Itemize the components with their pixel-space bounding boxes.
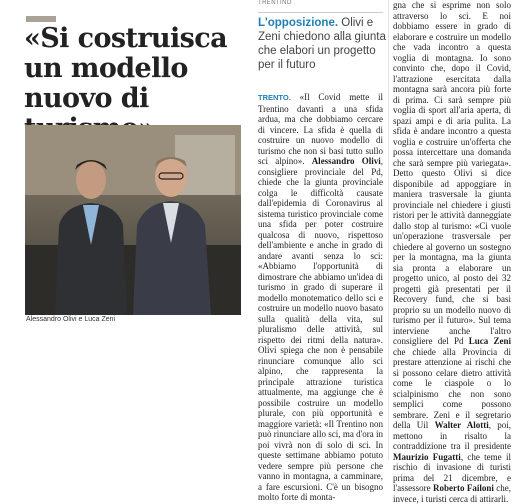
dateline: TRENTO.: [258, 93, 291, 102]
para-3: Olivi spiega che non è pensabile rinunciare comunque allo sci alpino, che rappresenta la principale attrazione turistica attualmente, ma aggiunge che è possibile costruire un modello plurale, con più opportunità e maggiore varietà: «Il Trentino non può rinunciare allo sci, ma d'ora in poi vivrà non di solo di sci. In queste settimane abbiamo potuto vedere sempre più persone che vanno in montagna, a camminare, a fare escursioni. C'è un bisogno molto forte di monta-: [258, 345, 383, 502]
name-zeni: Luca Zeni: [468, 336, 511, 346]
para-6b: che chiede alla Provincia di prestare attenzione ai rischi che si possono celare dietro attività come le ciaspole o lo scialpinismo che non sono semplici come possono sembrare. Zeni e il segretario della Uil: [393, 346, 511, 430]
column-divider: [388, 0, 389, 460]
para-4: gna che si esprime non solo attraverso lo sci. E noi dobbiamo essere in grado di elaborare e costruire un modello che vada incontro a questa voglia di montagna. Io sono convinto che, dopo il Covid, l'attrazione esercitata dalla montagna sarà ancora più forte di prima. Ci sarà sempre più voglia di sport all'aria aperta, di spazi ampi e di aria pulita. La sfida è andare incontro a questa voglia e costruire un'offerta che possa intercettare una domanda che sarà sempre più variegata».: [393, 0, 511, 168]
photo-caption: Alessandro Olivi e Luca Zeni: [26, 316, 116, 323]
kicker-text: Olivi e Zeni chiedono alla giunta che elabori un progetto per il futuro: [258, 17, 386, 71]
para-2: , consigliere provinciale del Pd, chiede che la giunta provinciale colga le difficoltà causate dall'epidemia di Coronavirus al sistema turistico provinciale come una sfida per poter costruire qualcosa di nuovo, rispettoso dell'ambiente e anche in grado di andare avanti senza lo sci: «Abbiamo l'opportunità di dimostrare che abbiamo un'idea di turismo in grado di superare il modello monotematico dello sci e costruire un modello nuovo basato sulla qualità della vita, sul pluralismo delle attività, sul rispetto dei ritmi della natura».: [258, 156, 383, 345]
kicker: [258, 16, 388, 72]
article-photo: [25, 125, 241, 315]
name-fugatti: Maurizio Fugatti: [393, 451, 461, 462]
name-olivi: Alessandro Olivi: [311, 156, 381, 166]
headline: «Si costruisca un modello nuovo di: [24, 23, 227, 114]
headline-accent-bar: [26, 16, 56, 22]
name-alotti: Walter Alotti: [434, 420, 489, 430]
photo-illustration: [25, 125, 241, 315]
para-6e: che, invece, i turisti cerca di attirarli.: [393, 483, 511, 504]
article-column-right: [393, 0, 511, 504]
article-column-middle: [258, 92, 383, 503]
para-6c: , poi, mettono in risalto la contraddizione tra il presidente: [393, 420, 511, 451]
para-6d: , che teme il rischio di invasione di turisti prima del 21 dicembre, e l'assessore: [393, 451, 511, 493]
kicker-label: L'opposizione.: [258, 17, 339, 29]
para-6a: Sul tema interviene anche l'altro consigliere del Pd: [393, 315, 512, 346]
para-5: Detto questo Olivi si dice disponibile ad appoggiare in maniera trasversale la giunta provinciale nel chiedere i giusti ristori per le attività danneggiate dallo stop al turismo: «Ci vuole un'operazione trasversale per chiedere al governo un sostegno per la montagna, ma la giunta sia pronta a elaborare un progetto unico, al posto dei 32 progetti già presentati per il Recovery fund, che si basi proprio su un modello nuovo di turismo per il futuro».: [393, 168, 511, 325]
section-strap: TRENTINO: [258, 0, 383, 13]
name-failoni: Roberto Failoni: [433, 483, 494, 493]
para-1: «Il Covid mette il Trentino davanti a una sfida ardua, ma che dobbiamo cercare di vincere. La sfida è quella di costruire un nuovo modello di turismo che non si basi tutto sullo sci alpino».: [258, 92, 384, 166]
